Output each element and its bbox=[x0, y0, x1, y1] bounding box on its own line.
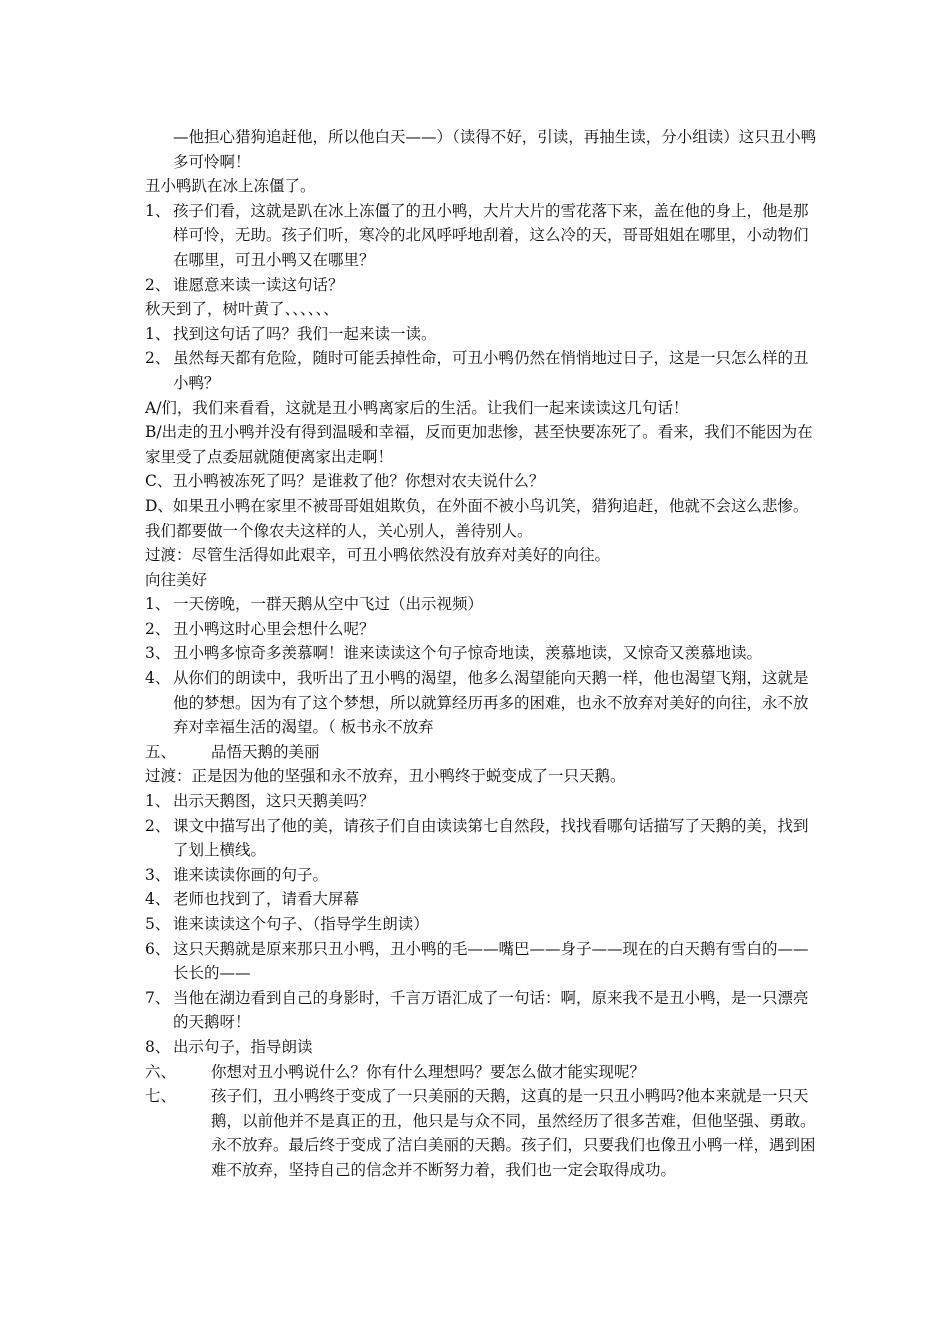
paragraph: D、如果丑小鸭在家里不被哥哥姐姐欺负，在外面不被小鸟讥笑，猎狗追赶，他就不会这么悲惨。我们都要做一个像农夫这样的人，关心别人，善待别人。 bbox=[145, 496, 809, 540]
paragraph: 过渡：尽管生活得如此艰辛，可丑小鸭依然没有放弃对美好的向往。 bbox=[145, 546, 611, 565]
list-item-text: 一天傍晚，一群天鹅从空中飞过（出示视频） bbox=[173, 595, 484, 614]
list-item bbox=[145, 887, 817, 912]
list-number: 8、 bbox=[145, 1037, 171, 1056]
list-item bbox=[145, 937, 817, 986]
section-number: 五、 bbox=[145, 742, 177, 761]
list-number: 7、 bbox=[145, 988, 171, 1007]
list-number: 4、 bbox=[145, 890, 171, 909]
list-item-text: 丑小鸭这时心里会想什么呢？ bbox=[173, 619, 375, 638]
section-text: 品悟天鹅的美丽 bbox=[211, 742, 320, 761]
list-item bbox=[145, 346, 817, 395]
list-item bbox=[145, 1035, 817, 1060]
list-item-text: 谁来读读这个句子、（指导学生朗读） bbox=[173, 915, 429, 933]
list-item-text: 这只天鹅就是原来那只丑小鸭，丑小鸭的毛——嘴巴——身子——现在的白天鹅有雪白的——长长的—— bbox=[173, 939, 809, 983]
list-number: 4、 bbox=[145, 669, 171, 688]
list-number: 2、 bbox=[145, 275, 171, 294]
list-item-text: 出示天鹅图，这只天鹅美吗？ bbox=[173, 792, 375, 811]
lesson-text bbox=[145, 125, 817, 1183]
continued-paragraph: —他担心猎狗追赶他，所以他白天——）（读得不好，引读，再抽生读，分小组读）这只丑小鸭多可怜啊！ bbox=[173, 128, 817, 171]
list-number: 1、 bbox=[145, 595, 171, 614]
list-item bbox=[145, 199, 817, 273]
list-item-text: 找到这句话了吗？我们一起来读一读。 bbox=[173, 324, 437, 343]
list-number: 5、 bbox=[145, 915, 171, 933]
paragraph: A/们，我们来看看，这就是丑小鸭离家后的生活。让我们一起来读读这几句话！ bbox=[145, 398, 689, 417]
list-item bbox=[145, 273, 817, 298]
list-item bbox=[145, 641, 817, 666]
list-item-text: 丑小鸭多惊奇多羡慕啊！谁来读读这个句子惊奇地读，羡慕地读，又惊奇又羡慕地读。 bbox=[173, 644, 763, 663]
list-item-text: 从你们的朗读中，我听出了丑小鸭的渴望，他多么渴望能向天鹅一样，他也渴望飞翔，这就是他的梦想。因为有了这个梦想，所以就算经历再多的困难，也永不放弃对美好的向往，永不放弃对幸福生活的渴望。（ 板书永不放弃 bbox=[173, 669, 809, 737]
list-item bbox=[145, 617, 817, 642]
list-item-text: 出示句子，指导朗读 bbox=[173, 1037, 313, 1056]
list-item bbox=[145, 666, 817, 740]
section-text: 孩子们，丑小鸭终于变成了一只美丽的天鹅，这真的是一只丑小鸭吗?他本来就是一只天鹅，以前他并不是真正的丑，他只是与众不同，虽然经历了很多苦难，但他坚强、勇敢。永不放弃。最后终于变成了洁白美丽的天鹅。孩子们，只要我们也像丑小鸭一样，遇到困难不放弃，坚持自己的信念并不断努力着，我们也一定会取得成功。 bbox=[211, 1087, 816, 1179]
list-number: 1、 bbox=[145, 324, 171, 343]
list-number: 1、 bbox=[145, 201, 171, 220]
list-number: 2、 bbox=[145, 349, 171, 368]
paragraph: 过渡：正是因为他的坚强和永不放弃，丑小鸭终于蜕变成了一只天鹅。 bbox=[145, 767, 626, 786]
section-heading bbox=[145, 740, 817, 765]
section-heading bbox=[145, 1060, 817, 1085]
list-number: 3、 bbox=[145, 644, 171, 663]
list-number: 3、 bbox=[145, 865, 171, 884]
list-item-text: 老师也找到了，请看大屏幕 bbox=[173, 890, 360, 909]
list-number: 2、 bbox=[145, 816, 171, 835]
list-item bbox=[145, 986, 817, 1035]
list-item-text: 虽然每天都有危险，随时可能丢掉性命，可丑小鸭仍然在悄悄地过日子，这是一只怎么样的丑小鸭？ bbox=[173, 349, 809, 392]
list-item-text: 当他在湖边看到自己的身影时，千言万语汇成了一句话：啊，原来我不是丑小鸭，是一只漂亮的天鹅呀！ bbox=[173, 988, 809, 1032]
list-number: 6、 bbox=[145, 939, 171, 958]
section-text: 你想对丑小鸭说什么？你有什么理想吗？要怎么做才能实现呢？ bbox=[211, 1062, 646, 1081]
section-number: 七、 bbox=[145, 1087, 177, 1106]
section-number: 六、 bbox=[145, 1062, 177, 1081]
paragraph: B/出走的丑小鸭并没有得到温暖和幸福，反而更加悲惨，甚至快要冻死了。看来，我们不能因为在家里受了点委屈就随便离家出走啊！ bbox=[145, 423, 813, 466]
list-item-text: 谁愿意来读一读这句话？ bbox=[173, 275, 344, 294]
list-number: 2、 bbox=[145, 619, 171, 638]
paragraph: C、丑小鸭被冻死了吗？是谁救了他？你想对农夫说什么？ bbox=[145, 472, 545, 491]
paragraph: 秋天到了，树叶黄了、、、、、、 bbox=[145, 300, 339, 319]
list-item bbox=[145, 592, 817, 617]
list-item bbox=[145, 322, 817, 347]
list-item-text: 孩子们看，这就是趴在冰上冻僵了的丑小鸭，大片大片的雪花落下来，盖在他的身上，他是那样可怜，无助。孩子们听，寒冷的北风呼呼地刮着，这么冷的天，哥哥姐姐在哪里，小动物们在哪里，可丑小鸭又在哪里？ bbox=[173, 201, 809, 269]
list-item bbox=[145, 789, 817, 814]
section-heading bbox=[145, 1084, 817, 1182]
list-item-text: 课文中描写出了他的美，请孩子们自由读读第七自然段，找找看哪句话描写了天鹅的美，找到了划上横线。 bbox=[173, 816, 809, 860]
list-item bbox=[145, 814, 817, 863]
list-number: 1、 bbox=[145, 792, 171, 811]
paragraph: 向往美好 bbox=[145, 570, 208, 589]
paragraph: 丑小鸭趴在冰上冻僵了。 bbox=[145, 177, 316, 196]
list-item-text: 谁来读读你画的句子。 bbox=[173, 865, 329, 884]
list-item bbox=[145, 912, 817, 937]
list-item bbox=[145, 863, 817, 888]
